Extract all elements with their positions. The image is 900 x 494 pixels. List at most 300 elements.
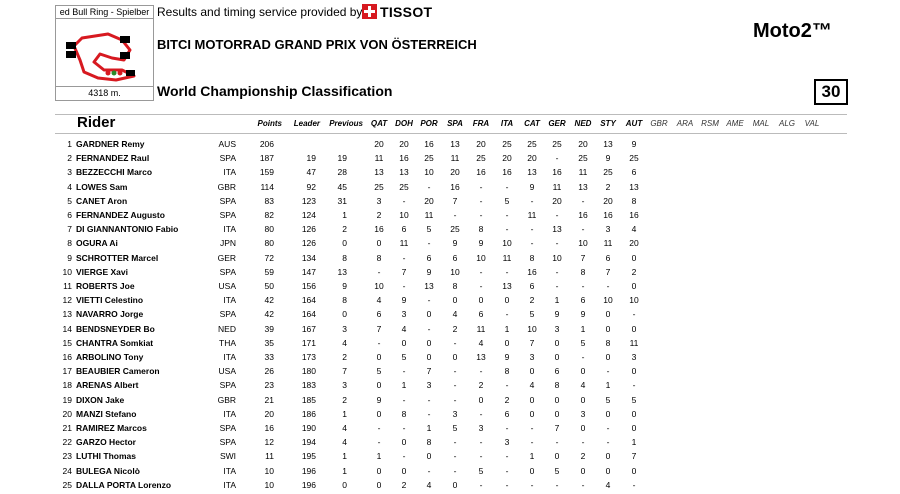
points-cell: 114 xyxy=(260,181,274,192)
race-points-cell: 2 xyxy=(631,266,637,277)
column-header-race-sty: STY xyxy=(600,119,616,128)
race-points-cell: 11 xyxy=(603,238,613,249)
nation-cell: GER xyxy=(217,252,236,263)
race-points-cell: 13 xyxy=(578,181,588,192)
race-points-cell: - xyxy=(479,366,483,377)
race-points-cell: 4 xyxy=(631,224,637,235)
points-cell: 187 xyxy=(259,153,274,164)
race-points-cell: - xyxy=(479,210,483,220)
race-points-cell: - xyxy=(453,465,457,476)
position-cell: 12 xyxy=(62,295,72,306)
race-points-cell: 0 xyxy=(529,394,535,405)
nation-cell: NED xyxy=(218,323,236,334)
timing-credit: Results and timing service provided by xyxy=(157,5,363,19)
race-points-cell: 13 xyxy=(552,224,562,235)
previous-gap-cell: 7 xyxy=(342,366,347,377)
race-points-cell: 0 xyxy=(631,366,637,377)
points-cell: 42 xyxy=(264,295,274,306)
table-row xyxy=(0,378,900,392)
race-points-cell: 0 xyxy=(631,465,637,476)
race-points-cell: - xyxy=(402,394,406,405)
race-points-cell: 0 xyxy=(554,394,560,405)
race-points-cell: 16 xyxy=(476,167,486,178)
race-points-cell: - xyxy=(427,394,431,405)
race-points-cell: - xyxy=(632,380,636,391)
position-cell: 9 xyxy=(67,252,72,263)
rider-name-cell: VIETTI Celestino xyxy=(76,295,144,306)
race-points-cell: 2 xyxy=(529,295,535,306)
race-points-cell: 11 xyxy=(527,210,537,220)
position-cell: 6 xyxy=(67,210,72,220)
race-points-cell: 11 xyxy=(476,323,486,334)
race-points-cell: 5 xyxy=(426,224,432,235)
race-points-cell: 11 xyxy=(629,337,639,348)
race-points-cell: 25 xyxy=(629,153,639,164)
sponsor-logo xyxy=(362,3,432,20)
race-points-cell: 13 xyxy=(603,139,613,149)
race-points-cell: 13 xyxy=(424,281,434,291)
track-info-box xyxy=(55,5,154,101)
rider-name-cell: GARDNER Remy xyxy=(76,139,145,149)
race-points-cell: - xyxy=(530,224,534,235)
column-header-race-aut: AUT xyxy=(625,119,643,128)
previous-gap-cell: 0 xyxy=(342,238,347,249)
race-points-cell: - xyxy=(453,437,457,448)
points-cell: 50 xyxy=(264,281,274,291)
table-row xyxy=(0,293,900,307)
race-points-cell: 20 xyxy=(527,153,537,164)
race-points-cell: - xyxy=(530,479,534,490)
column-header-race-mal: MAL xyxy=(752,119,770,128)
race-points-cell: - xyxy=(505,465,509,476)
rider-name-cell: GARZO Hector xyxy=(76,437,136,448)
race-points-cell: - xyxy=(505,181,509,192)
race-points-cell: 0 xyxy=(631,423,637,433)
nation-cell: SPA xyxy=(219,153,236,164)
previous-gap-cell: 8 xyxy=(342,252,347,263)
race-points-cell: - xyxy=(632,309,636,320)
race-points-cell: - xyxy=(530,437,534,448)
race-points-cell: 10 xyxy=(629,295,639,306)
race-points-cell: 3 xyxy=(376,195,382,206)
race-points-cell: 11 xyxy=(399,238,409,249)
race-points-cell: 10 xyxy=(399,210,409,220)
race-points-cell: 9 xyxy=(426,266,432,277)
page-title: World Championship Classification xyxy=(157,83,393,99)
race-points-cell: 2 xyxy=(504,394,510,405)
column-header-rider: Rider xyxy=(77,114,116,131)
race-points-cell: 3 xyxy=(504,437,510,448)
table-row xyxy=(0,251,900,265)
race-points-cell: 4 xyxy=(580,380,586,391)
position-cell: 4 xyxy=(67,181,72,192)
previous-gap-cell: 45 xyxy=(337,181,347,192)
race-points-cell: 13 xyxy=(399,167,409,178)
nation-cell: SPA xyxy=(219,266,236,277)
position-cell: 23 xyxy=(62,451,72,462)
race-points-cell: 0 xyxy=(529,465,535,476)
column-header-leader: Leader xyxy=(293,119,320,128)
race-points-cell: 0 xyxy=(554,352,560,362)
race-points-cell: 6 xyxy=(529,281,535,291)
race-points-cell: 25 xyxy=(578,153,588,164)
race-points-cell: 9 xyxy=(452,238,458,249)
position-cell: 16 xyxy=(62,352,72,362)
position-cell: 10 xyxy=(62,266,72,277)
race-points-cell: 13 xyxy=(527,167,537,178)
rider-name-cell: VIERGE Xavi xyxy=(76,266,128,277)
race-points-cell: - xyxy=(479,195,483,206)
race-points-cell: 10 xyxy=(424,167,434,178)
race-points-cell: 1 xyxy=(554,295,560,306)
race-points-cell: 8 xyxy=(478,224,484,235)
points-cell: 20 xyxy=(264,408,274,419)
race-points-cell: - xyxy=(555,266,559,277)
race-points-cell: 7 xyxy=(401,266,407,277)
race-points-cell: 7 xyxy=(452,195,458,206)
table-row xyxy=(0,364,900,378)
column-header-race-fra: FRA xyxy=(472,119,490,128)
race-points-cell: 2 xyxy=(452,323,458,334)
points-cell: 10 xyxy=(264,479,274,490)
nation-cell: USA xyxy=(218,281,236,291)
race-points-cell: 20 xyxy=(578,139,588,149)
race-points-cell: 10 xyxy=(502,238,512,249)
race-points-cell: - xyxy=(581,224,585,235)
race-points-cell: 0 xyxy=(631,323,637,334)
race-points-cell: 16 xyxy=(450,181,460,192)
rider-name-cell: DALLA PORTA Lorenzo xyxy=(76,479,172,490)
race-points-cell: 0 xyxy=(631,252,637,263)
previous-gap-cell: 8 xyxy=(342,295,347,306)
column-header-race-qat: QAT xyxy=(370,119,388,128)
points-cell: 33 xyxy=(264,352,274,362)
track-name: ed Bull Ring - Spielber xyxy=(56,6,153,19)
race-points-cell: 4 xyxy=(452,309,458,320)
race-points-cell: 20 xyxy=(629,238,639,249)
rider-name-cell: LUTHI Thomas xyxy=(76,451,136,462)
rider-name-cell: RAMIREZ Marcos xyxy=(76,423,147,433)
leader-gap-cell: 164 xyxy=(301,309,316,320)
race-points-cell: 25 xyxy=(476,153,486,164)
race-points-cell: 5 xyxy=(504,195,510,206)
previous-gap-cell: 4 xyxy=(342,423,347,433)
race-points-cell: 8 xyxy=(376,252,382,263)
race-points-cell: 13 xyxy=(502,281,512,291)
race-points-cell: - xyxy=(377,437,381,448)
nation-cell: SPA xyxy=(219,437,236,448)
race-points-cell: 1 xyxy=(504,323,510,334)
race-points-cell: 16 xyxy=(578,210,588,220)
previous-gap-cell: 28 xyxy=(337,167,347,178)
race-points-cell: 0 xyxy=(401,437,407,448)
race-points-cell: 25 xyxy=(374,181,384,192)
race-points-cell: 0 xyxy=(504,295,510,306)
table-row xyxy=(0,165,900,179)
class-title: Moto2™ xyxy=(753,20,832,42)
race-points-cell: 0 xyxy=(401,465,407,476)
previous-gap-cell: 9 xyxy=(342,281,347,291)
race-points-cell: - xyxy=(479,281,483,291)
race-points-cell: 16 xyxy=(399,153,409,164)
race-points-cell: - xyxy=(402,281,406,291)
race-points-cell: 0 xyxy=(580,423,586,433)
points-cell: 11 xyxy=(265,451,274,462)
race-points-cell: 10 xyxy=(552,252,562,263)
race-points-cell: 0 xyxy=(605,352,611,362)
table-row xyxy=(0,336,900,350)
rider-name-cell: OGURA Ai xyxy=(76,238,118,249)
race-points-cell: 0 xyxy=(554,408,560,419)
race-points-cell: - xyxy=(530,423,534,433)
race-points-cell: - xyxy=(479,408,483,419)
track-map-icon xyxy=(60,20,149,86)
race-points-cell: 20 xyxy=(374,139,384,149)
race-points-cell: - xyxy=(453,366,457,377)
rider-name-cell: NAVARRO Jorge xyxy=(76,309,144,320)
race-points-cell: 0 xyxy=(426,352,432,362)
nation-cell: ITA xyxy=(223,167,236,178)
leader-gap-cell: 167 xyxy=(301,323,316,334)
race-points-cell: - xyxy=(581,437,585,448)
race-points-cell: - xyxy=(581,352,585,362)
race-points-cell: - xyxy=(530,195,534,206)
leader-gap-cell: 147 xyxy=(301,266,316,277)
race-points-cell: 13 xyxy=(629,181,639,192)
race-points-cell: 1 xyxy=(376,451,382,462)
rider-name-cell: LOWES Sam xyxy=(76,181,128,192)
column-header-race-val: VAL xyxy=(804,119,820,128)
previous-gap-cell: 13 xyxy=(337,266,347,277)
race-points-cell: 8 xyxy=(554,380,560,391)
race-points-cell: 0 xyxy=(580,366,586,377)
race-points-cell: 6 xyxy=(605,252,611,263)
nation-cell: ITA xyxy=(223,408,236,419)
nation-cell: USA xyxy=(218,366,236,377)
race-points-cell: - xyxy=(505,380,509,391)
race-points-cell: - xyxy=(427,181,431,192)
nation-cell: GBR xyxy=(217,394,236,405)
race-points-cell: 7 xyxy=(529,337,535,348)
race-points-cell: 7 xyxy=(605,266,611,277)
race-points-cell: 0 xyxy=(426,337,432,348)
race-points-cell: - xyxy=(402,451,406,462)
table-row xyxy=(0,350,900,364)
points-cell: 42 xyxy=(264,309,274,320)
race-points-cell: 9 xyxy=(580,309,586,320)
rider-name-cell: CANET Aron xyxy=(76,195,128,206)
nation-cell: ITA xyxy=(223,479,236,490)
race-points-cell: 13 xyxy=(476,352,486,362)
race-points-cell: 5 xyxy=(529,309,535,320)
race-points-cell: 8 xyxy=(452,281,458,291)
race-points-cell: 6 xyxy=(554,366,560,377)
previous-gap-cell: 1 xyxy=(342,465,347,476)
race-points-cell: - xyxy=(530,238,534,249)
race-points-cell: 20 xyxy=(552,195,562,206)
header-bottom-divider xyxy=(55,133,847,134)
race-points-cell: 0 xyxy=(376,408,382,419)
race-points-cell: 3 xyxy=(580,408,586,419)
column-header-race-ger: GER xyxy=(548,119,566,128)
rider-name-cell: FERNANDEZ Raul xyxy=(76,153,150,164)
nation-cell: SPA xyxy=(219,210,236,220)
leader-gap-cell: 156 xyxy=(301,281,316,291)
race-points-cell: - xyxy=(581,281,585,291)
race-points-cell: - xyxy=(505,479,509,490)
race-points-cell: 20 xyxy=(424,195,434,206)
race-points-cell: 4 xyxy=(401,323,407,334)
race-points-cell: 10 xyxy=(603,295,613,306)
position-cell: 7 xyxy=(67,224,72,235)
column-header-race-spa: SPA xyxy=(447,119,463,128)
race-points-cell: 5 xyxy=(401,352,407,362)
sponsor-name: TISSOT xyxy=(380,3,433,20)
points-cell: 80 xyxy=(264,224,274,235)
race-points-cell: 6 xyxy=(580,295,586,306)
race-points-cell: 8 xyxy=(504,366,510,377)
race-points-cell: 11 xyxy=(450,153,460,164)
race-points-cell: 16 xyxy=(527,266,537,277)
previous-gap-cell: 19 xyxy=(337,153,347,164)
previous-gap-cell: 1 xyxy=(342,451,347,462)
leader-gap-cell: 47 xyxy=(306,167,316,178)
leader-gap-cell: 126 xyxy=(301,238,316,249)
leader-gap-cell: 196 xyxy=(301,479,316,490)
position-cell: 22 xyxy=(62,437,72,448)
race-points-cell: 13 xyxy=(450,139,460,149)
race-points-cell: 9 xyxy=(376,394,382,405)
points-cell: 206 xyxy=(259,139,274,149)
race-points-cell: - xyxy=(427,323,431,334)
race-points-cell: 6 xyxy=(452,252,458,263)
race-points-cell: 3 xyxy=(401,309,407,320)
race-points-cell: 10 xyxy=(476,252,486,263)
race-points-cell: - xyxy=(427,408,431,419)
leader-gap-cell: 124 xyxy=(301,210,316,220)
race-points-cell: 4 xyxy=(605,479,611,490)
points-cell: 72 xyxy=(264,252,274,263)
race-points-cell: - xyxy=(555,153,559,164)
race-points-cell: 1 xyxy=(401,380,407,391)
race-points-cell: 3 xyxy=(631,352,637,362)
race-points-cell: - xyxy=(402,366,406,377)
race-points-cell: 7 xyxy=(426,366,432,377)
race-points-cell: 25 xyxy=(502,139,512,149)
race-points-cell: 7 xyxy=(580,252,586,263)
position-cell: 13 xyxy=(62,309,72,320)
track-length: 4318 m. xyxy=(56,86,153,100)
race-points-cell: 5 xyxy=(554,465,560,476)
race-points-cell: 11 xyxy=(374,153,384,164)
race-points-cell: 11 xyxy=(578,167,588,178)
race-points-cell: 3 xyxy=(478,423,484,433)
race-points-cell: 2 xyxy=(580,451,586,462)
position-cell: 20 xyxy=(62,408,72,419)
race-points-cell: 25 xyxy=(603,167,613,178)
race-points-cell: - xyxy=(505,210,509,220)
race-points-cell: 4 xyxy=(478,337,484,348)
race-points-cell: 25 xyxy=(552,139,562,149)
race-points-cell: 5 xyxy=(478,465,484,476)
position-cell: 5 xyxy=(67,195,72,206)
position-cell: 24 xyxy=(62,465,72,476)
column-header-race-doh: DOH xyxy=(395,119,413,128)
previous-gap-cell: 2 xyxy=(342,224,347,235)
previous-gap-cell: 3 xyxy=(342,323,347,334)
position-cell: 25 xyxy=(62,479,72,490)
column-header-points: Points xyxy=(257,119,282,128)
race-points-cell: 25 xyxy=(399,181,409,192)
race-points-cell: 0 xyxy=(478,394,484,405)
rider-name-cell: MANZI Stefano xyxy=(76,408,137,419)
race-points-cell: 4 xyxy=(529,380,535,391)
leader-gap-cell: 194 xyxy=(301,437,316,448)
race-points-cell: 3 xyxy=(452,408,458,419)
column-header-race-por: POR xyxy=(420,119,438,128)
race-points-cell: 0 xyxy=(376,479,382,490)
race-points-cell: 6 xyxy=(478,309,484,320)
race-points-cell: - xyxy=(505,266,509,277)
race-points-cell: 11 xyxy=(552,181,562,192)
race-points-cell: - xyxy=(479,266,483,277)
race-points-cell: - xyxy=(555,238,559,249)
points-cell: 12 xyxy=(264,437,274,448)
table-row xyxy=(0,421,900,435)
race-points-cell: 9 xyxy=(554,309,560,320)
position-cell: 1 xyxy=(67,139,72,149)
previous-gap-cell: 2 xyxy=(342,352,347,362)
nation-cell: ITA xyxy=(223,295,236,306)
nation-cell: SPA xyxy=(219,195,236,206)
race-points-cell: - xyxy=(555,437,559,448)
race-points-cell: 0 xyxy=(529,408,535,419)
rider-name-cell: DI GIANNANTONIO Fabio xyxy=(76,224,179,235)
column-header-race-ita: ITA xyxy=(500,119,514,128)
race-points-cell: 0 xyxy=(554,451,560,462)
previous-gap-cell: 0 xyxy=(342,309,347,320)
race-points-cell: - xyxy=(377,337,381,348)
race-points-cell: 10 xyxy=(527,323,537,334)
race-points-cell: 0 xyxy=(452,295,458,306)
table-row xyxy=(0,322,900,336)
race-points-cell: 0 xyxy=(631,408,637,419)
race-points-cell: 0 xyxy=(605,451,611,462)
race-points-cell: 2 xyxy=(605,181,611,192)
race-points-cell: 8 xyxy=(631,195,637,206)
table-row xyxy=(0,208,900,222)
race-points-cell: - xyxy=(479,437,483,448)
race-points-cell: 9 xyxy=(529,181,535,192)
race-points-cell: 9 xyxy=(401,295,407,306)
race-points-cell: 0 xyxy=(376,380,382,391)
race-points-cell: 1 xyxy=(426,423,432,433)
race-points-cell: 1 xyxy=(605,380,611,391)
race-points-cell: 8 xyxy=(605,337,611,348)
race-points-cell: - xyxy=(555,479,559,490)
column-header-previous: Previous xyxy=(329,119,363,128)
position-cell: 15 xyxy=(62,337,72,348)
column-header-race-ame: AME xyxy=(726,119,744,128)
race-points-cell: 7 xyxy=(376,323,382,334)
position-cell: 21 xyxy=(62,423,72,433)
race-points-cell: 2 xyxy=(376,210,382,220)
table-row xyxy=(0,307,900,321)
race-points-cell: - xyxy=(402,252,406,263)
table-row xyxy=(0,464,900,478)
rider-name-cell: BULEGA Nicolò xyxy=(76,465,140,476)
table-row xyxy=(0,194,900,208)
